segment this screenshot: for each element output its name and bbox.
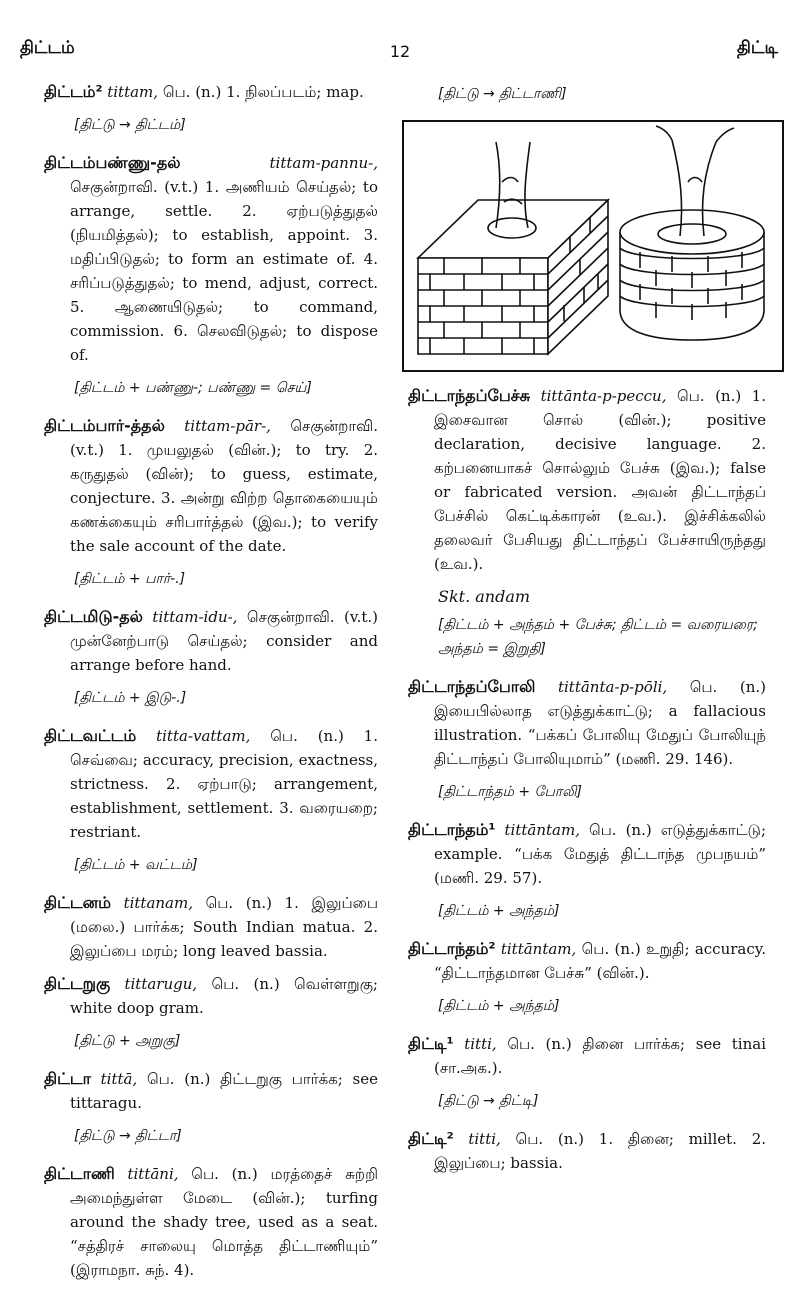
dictionary-entry xyxy=(44,151,378,367)
tree-platform-drawing xyxy=(404,122,782,370)
transliteration: tittam-pannu-, xyxy=(180,154,378,172)
headword: திட்டி¹ xyxy=(408,1034,454,1053)
left-column xyxy=(44,80,378,1291)
headword: திட்டாந்தப்பேச்சு xyxy=(408,386,531,405)
page-number: 12 xyxy=(389,42,411,61)
etymology: [திட்டம் + அந்தம் + பேச்சு; திட்டம் = வரையரை; அந்தம் = இறுதி] xyxy=(438,617,758,657)
definition: பெ. (n.) 1. இலுப்பை (மலை.) பார்க்க; South Indian matua. 2. இலுப்பை மரம்; long leaved bassia. xyxy=(70,894,379,960)
transliteration: tittāntam, xyxy=(495,940,577,958)
transliteration: tittarugu, xyxy=(110,975,198,993)
etymology: [திட்டு → திட்டா] xyxy=(74,1128,182,1144)
header-left-guideword: திட்டம் xyxy=(20,38,75,58)
headword: திட்டாந்தம்¹ xyxy=(408,820,496,839)
transliteration: titti, xyxy=(453,1035,497,1053)
definition: செகுன்றாவி. (v.t.) 1. முயலுதல் (வின்.); to try. 2. கருதுதல் (வின்); to guess, estimate, conjecture. 3. அன்று விற்ற தொகையையும் கணக்கையும் சரிபார்த்தல் (இவ.); to verify the sale account of the date. xyxy=(70,417,379,555)
dictionary-entry xyxy=(44,414,378,558)
header-right-guideword: திட்டி xyxy=(737,38,778,58)
headword: திட்டம்பண்ணு-தல் xyxy=(44,153,181,172)
definition: பெ. (n.) 1. நிலப்படம்; map. xyxy=(158,83,364,101)
definition: பெ. (n.) இயைபில்லாத எடுத்துக்காட்டு; a fallacious illustration. “பக்கப் போலியு மேதுப் போலியுந் திட்டாந்தப் போலியுமாம்” (மணி. 29. 146). xyxy=(434,678,766,768)
dictionary-entry xyxy=(408,1127,766,1175)
headword: திட்டம்² xyxy=(44,82,103,101)
transliteration: tittāntam, xyxy=(495,821,580,839)
headword: திட்டவட்டம் xyxy=(44,726,137,745)
definition: பெ. (n.) உறுதி; accuracy. “திட்டாந்தமான பேச்சு” (வின்.). xyxy=(434,940,766,982)
dictionary-entry xyxy=(44,891,378,963)
definition: பெ. (n.) 1. செவ்வை; accuracy, precision, exactness, strictness. 2. ஏற்பாடு; arrangement, establishment, settlement. 3. வரையறை; restriant. xyxy=(70,727,378,841)
etymology: [திட்டம் + அந்தம்] xyxy=(438,903,560,919)
etymology: [திட்டம் + பண்ணு-; பண்ணு = செய்] xyxy=(74,380,312,396)
headword: திட்டி² xyxy=(408,1129,454,1148)
etymology: [திட்டம் + இடு-.] xyxy=(74,690,187,706)
definition: பெ. (n.) 1. தினை; millet. 2. இலுப்பை; bassia. xyxy=(434,1130,767,1172)
headword: திட்டாந்தப்போலி xyxy=(408,677,536,696)
dictionary-entry xyxy=(408,384,766,576)
dictionary-entry xyxy=(408,675,766,771)
transliteration: tittāni, xyxy=(114,1165,179,1183)
transliteration: tittam, xyxy=(102,83,159,101)
dictionary-entry xyxy=(44,1162,378,1282)
headword: திட்டாணி xyxy=(44,1164,115,1183)
definition: பெ. (n.) திட்டறுகு பார்க்க; see tittaragu. xyxy=(70,1070,378,1112)
transliteration: tittam-idu-, xyxy=(142,608,238,626)
dictionary-entry xyxy=(44,605,378,677)
sanskrit-note: Skt. andam xyxy=(438,587,531,606)
etymology: [திட்டம் + வட்டம்] xyxy=(74,857,198,873)
dictionary-entry xyxy=(408,1032,766,1080)
etymology: [திட்டம் + அந்தம்] xyxy=(438,998,560,1014)
dictionary-entry xyxy=(408,937,766,985)
headword: திட்டனம் xyxy=(44,893,111,912)
dictionary-entry xyxy=(44,80,378,104)
transliteration: titti, xyxy=(453,1130,501,1148)
right-column xyxy=(408,82,766,1184)
etymology: [திட்டு → திட்டம்] xyxy=(74,117,186,133)
transliteration: tittanam, xyxy=(110,894,193,912)
definition: பெ. (n.) வெள்ளறுகு; white doop gram. xyxy=(70,975,378,1017)
definition: செகுன்றாவி. (v.t.) முன்னேற்பாடு செய்தல்; consider and arrange before hand. xyxy=(70,608,378,674)
tree-platform-illustration xyxy=(402,120,784,372)
dictionary-entry xyxy=(408,818,766,890)
etymology: [திட்டு → திட்டாணி] xyxy=(438,86,567,102)
dictionary-entry xyxy=(44,1067,378,1115)
headword: திட்டமிடு-தல் xyxy=(44,607,143,626)
transliteration: tittānta-p-peccu, xyxy=(530,387,667,405)
transliteration: tittam-pār-, xyxy=(164,417,271,435)
dictionary-entry xyxy=(44,972,378,1020)
etymology: [திட்டு + அறுகு] xyxy=(74,1033,181,1049)
transliteration: tittānta-p-pōli, xyxy=(535,678,668,696)
headword: திட்டறுகு xyxy=(44,974,111,993)
definition: பெ. (n.) மரத்தைச் சுற்றி அமைந்துள்ள மேடை (வின்.); turfing around the shady tree, used as a seat. “சத்திரச் சாலையு மொத்த திட்டாணியும்” (இராமநா. சுந். 4). xyxy=(70,1165,378,1279)
definition: பெ. (n.) தினை பார்க்க; see tinai (சா.அக.). xyxy=(434,1035,767,1077)
headword: திட்டா xyxy=(44,1069,91,1088)
etymology: [திட்டாந்தம் + போலி] xyxy=(438,784,582,800)
etymology: [திட்டம் + பார்-.] xyxy=(74,571,186,587)
dictionary-entry xyxy=(44,724,378,844)
transliteration: tittā, xyxy=(90,1070,138,1088)
headword: திட்டம்பார்-த்தல் xyxy=(44,416,165,435)
etymology: [திட்டு → திட்டி] xyxy=(438,1093,539,1109)
definition: பெ. (n.) எடுத்துக்காட்டு; example. “பக்க மேதுத் திட்டாந்த முபநயம்” (மணி. 29. 57). xyxy=(434,821,766,887)
headword: திட்டாந்தம்² xyxy=(408,939,496,958)
transliteration: titta-vattam, xyxy=(136,727,251,745)
definition: செகுன்றாவி. (v.t.) 1. அணியம் செய்தல்; to arrange, settle. 2. ஏற்படுத்துதல் (நியமித்தல்); to establish, appoint. 3. மதிப்பிடுதல்; to form an estimate of. 4. சரிப்படுத்துதல்; to mend, adjust, correct. 5. ஆணையிடுதல்; to command, commission. 6. செலவிடுதல்; to dispose of. xyxy=(70,178,378,364)
definition: பெ. (n.) 1. இசைவான சொல் (வின்.); positive declaration, decisive language. 2. கற்பனையாகச் சொல்லும் பேச்சு (இவ.); false or fabricated version. அவன் திட்டாந்தப் பேச்சில் கெட்டிக்காரன் (உவ.). இச்சிக்கலில் தலைவர் பேசியது திட்டாந்தப் பேச்சாயிருந்தது (உவ.). xyxy=(434,387,766,573)
